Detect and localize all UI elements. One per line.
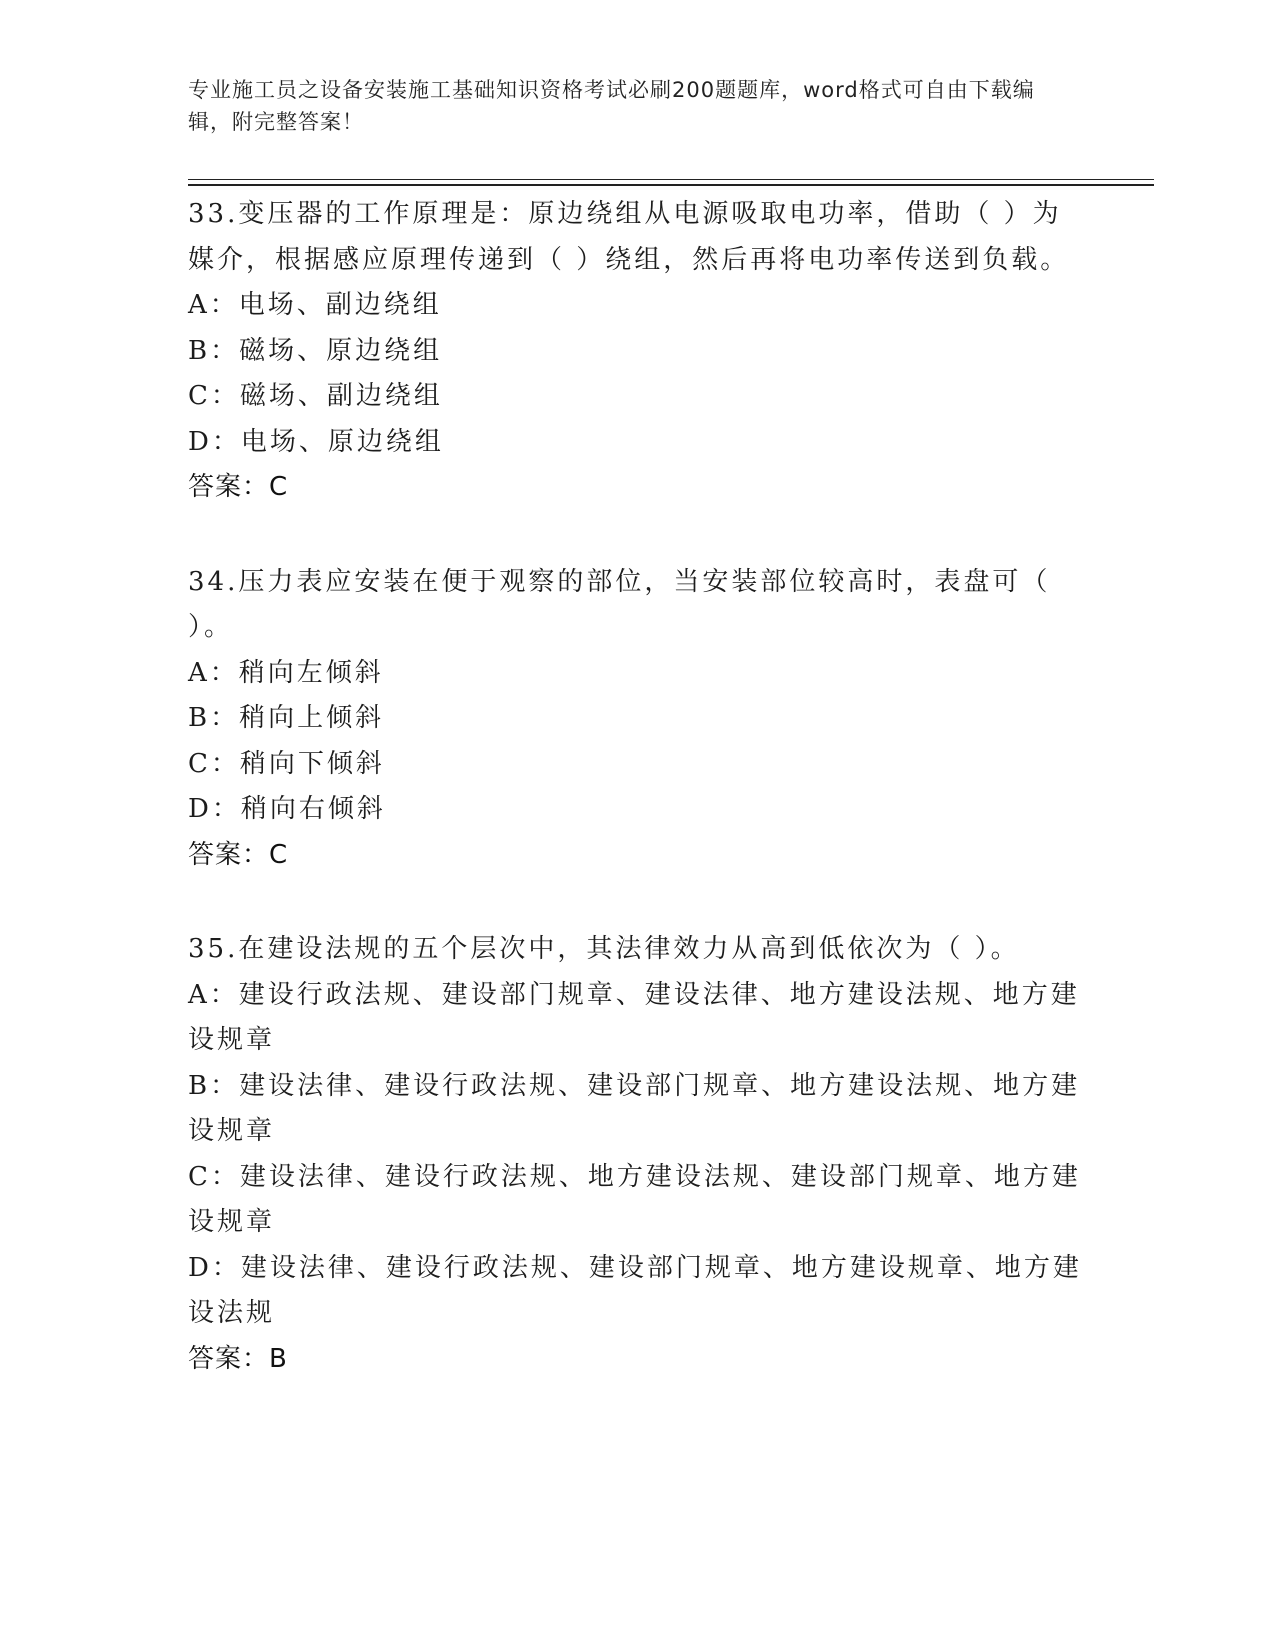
document-header (188, 74, 1078, 138)
question-35 (188, 927, 1088, 1382)
option-b: B：磁场、原边绕组 (188, 335, 443, 366)
option-a: A：建设行政法规、建设部门规章、建设法律、地方建设法规、地方建 (188, 979, 1080, 1010)
option-a: A：电场、副边绕组 (188, 290, 442, 320)
option-a-continued: 设规章 (188, 1025, 276, 1055)
option-c-continued: 设规章 (188, 1207, 276, 1237)
question-list (188, 192, 1088, 1431)
option-b-continued: 设规章 (188, 1116, 276, 1146)
question-stem-line: 33.变压器的工作原理是：原边绕组从电源吸取电功率，借助（ ）为 (188, 199, 1062, 229)
option-b: B：稍向上倾斜 (188, 703, 385, 733)
option-d: D：建设法律、建设行政法规、建设部门规章、地方建设规章、地方建 (188, 1252, 1082, 1283)
header-divider-thick (188, 184, 1154, 186)
option-c: C：建设法律、建设行政法规、地方建设法规、建设部门规章、地方建 (188, 1161, 1081, 1192)
answer-label: 答案：C (188, 839, 289, 870)
question-stem-line: 媒介，根据感应原理传递到（ ）绕组，然后再将电功率传送到负载。 (188, 244, 1070, 275)
header-divider-thin (188, 179, 1154, 180)
question-stem-line: ）。 (188, 612, 234, 642)
option-d-continued: 设法规 (188, 1298, 276, 1328)
answer-label: 答案：C (188, 472, 289, 502)
option-b: B：建设法律、建设行政法规、建设部门规章、地方建设法规、地方建 (188, 1070, 1081, 1101)
question-34 (188, 560, 1088, 879)
option-d: D：电场、原边绕组 (188, 426, 444, 457)
header-title: 专业施工员之设备安装施工基础知识资格考试必刷200题题库，word格式可自由下载编辑，附完整答案！ (188, 78, 1035, 134)
option-c: C：磁场、副边绕组 (188, 381, 443, 411)
question-stem-line: 34.压力表应安装在便于观察的部位，当安装部位较高时，表盘可（ (188, 566, 1051, 597)
option-c: C：稍向下倾斜 (188, 748, 385, 779)
question-stem-line: 35.在建设法规的五个层次中，其法律效力从高到低依次为（ ）。 (188, 934, 1020, 964)
answer-label: 答案：B (188, 1343, 288, 1374)
option-a: A：稍向左倾斜 (188, 657, 384, 688)
option-d: D：稍向右倾斜 (188, 794, 386, 824)
question-33 (188, 192, 1088, 511)
